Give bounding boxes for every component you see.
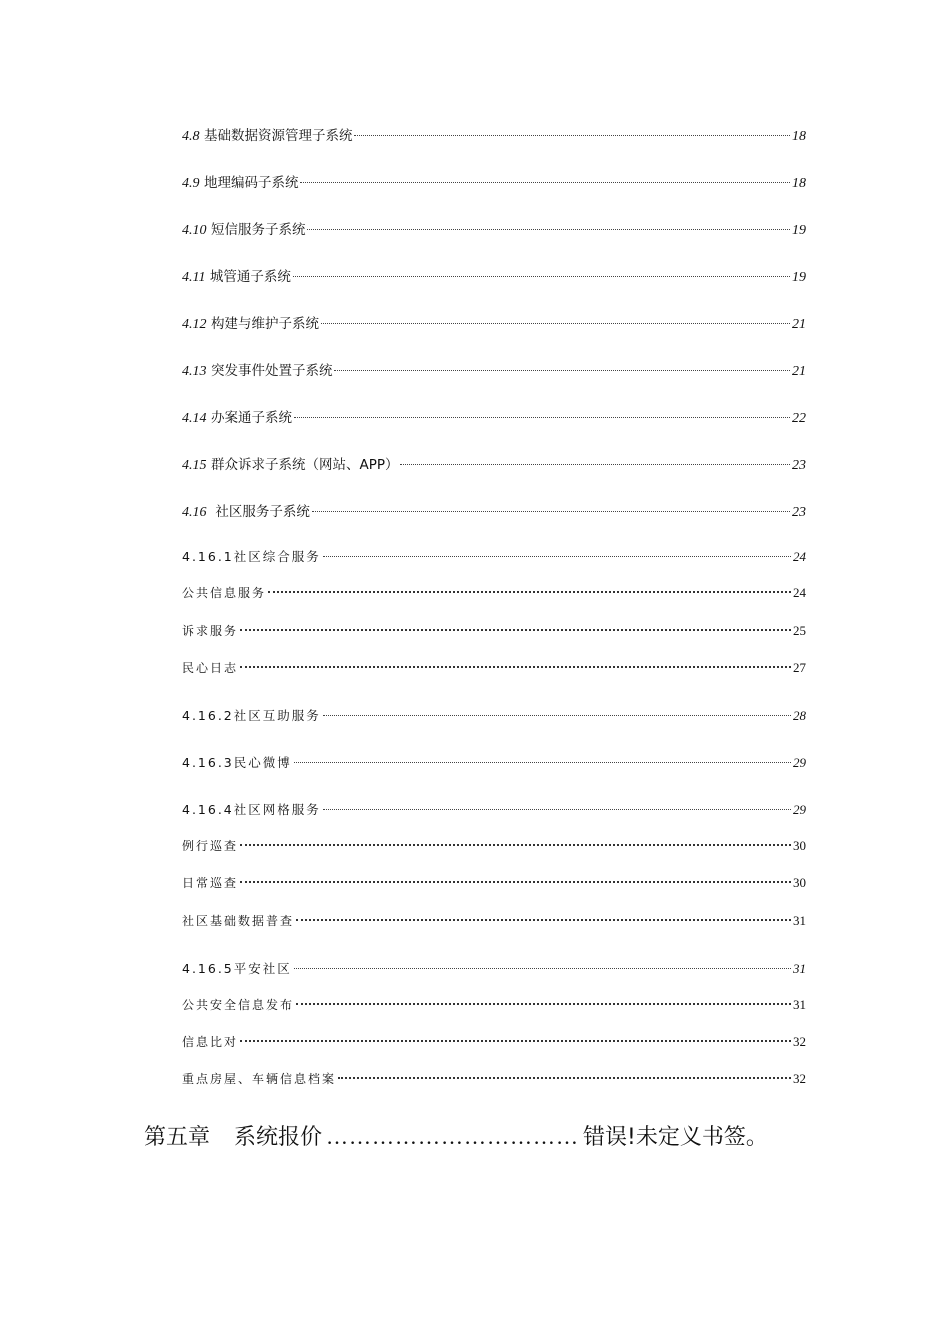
- leader-dots: [240, 844, 791, 846]
- section-title: 地理编码子系统: [203, 175, 299, 191]
- page-number: 22: [792, 411, 806, 426]
- toc-entry-item[interactable]: [182, 659, 806, 681]
- leader-dots: [312, 511, 790, 512]
- chapter-title: 系统报价: [234, 1125, 323, 1150]
- section-title: 办案通子系统: [210, 410, 292, 426]
- page-number: 18: [792, 129, 806, 144]
- leader-dots: [294, 417, 790, 418]
- leader-dots: [300, 182, 790, 183]
- item-title: 例行巡查: [182, 839, 239, 853]
- page-number: 29: [793, 802, 806, 817]
- item-title: 重点房屋、车辆信息档案: [182, 1072, 337, 1086]
- toc-entry-4-11[interactable]: [182, 265, 806, 287]
- toc-entry-4-14[interactable]: [182, 406, 806, 428]
- section-number: 4.8: [182, 129, 200, 144]
- toc-entry-4-12[interactable]: [182, 312, 806, 334]
- toc-entry-item[interactable]: [182, 912, 806, 934]
- leader-dots: [338, 1077, 791, 1079]
- item-title: 诉求服务: [182, 624, 239, 638]
- leader-dots: [240, 1040, 791, 1042]
- page-number: 31: [793, 913, 806, 928]
- page-number: 31: [793, 997, 806, 1012]
- item-title: 日常巡查: [182, 876, 239, 890]
- subsection-title: 4.16.3民心微博: [182, 755, 292, 770]
- leader-dots: [296, 919, 791, 921]
- section-number: 4.13: [182, 364, 207, 379]
- chapter-number: 第五章: [144, 1125, 211, 1150]
- leader-dots: [323, 809, 791, 810]
- toc-entry-item[interactable]: [182, 837, 806, 859]
- item-title: 信息比对: [182, 1035, 239, 1049]
- toc-entry-4-16-4[interactable]: [182, 800, 806, 822]
- toc-entry-item[interactable]: [182, 622, 806, 644]
- section-title: 社区服务子系统: [215, 504, 310, 520]
- page-number: 23: [792, 458, 806, 473]
- page-number: 21: [792, 317, 806, 332]
- section-number: 4.14: [182, 411, 207, 426]
- leader-dots: [240, 666, 791, 668]
- item-title: 社区基础数据普查: [182, 914, 295, 928]
- section-number: 4.15: [182, 458, 207, 473]
- page-number: 21: [792, 364, 806, 379]
- section-title: 构建与维护子系统: [210, 316, 319, 332]
- page-number: 25: [793, 623, 806, 638]
- leader-dots: [354, 135, 790, 136]
- item-title: 公共安全信息发布: [182, 998, 295, 1012]
- leader-dots: [296, 1003, 791, 1005]
- section-number: 4.11: [182, 270, 206, 285]
- page-number: 32: [793, 1034, 806, 1049]
- toc-entry-4-15[interactable]: [182, 453, 806, 475]
- section-title: 突发事件处置子系统: [210, 363, 333, 379]
- leader-dots: [268, 591, 791, 593]
- section-number: 4.10: [182, 223, 207, 238]
- section-title: 群众诉求子系统（网站、APP）: [210, 457, 399, 473]
- subsection-title: 4.16.5平安社区: [182, 961, 292, 976]
- page-number: 30: [793, 875, 806, 890]
- leader-dots: [240, 629, 791, 631]
- toc-entry-4-16-5[interactable]: [182, 959, 806, 981]
- page-number: 24: [793, 585, 806, 600]
- section-number: 4.16: [182, 505, 207, 520]
- toc-entry-4-16-3[interactable]: [182, 753, 806, 775]
- page-number: 27: [793, 660, 806, 675]
- toc-entry-4-16-1[interactable]: [182, 547, 806, 569]
- page-number: 19: [792, 223, 806, 238]
- section-number: 4.12: [182, 317, 207, 332]
- page-number: 24: [793, 549, 806, 564]
- leader-dots: [294, 762, 791, 763]
- toc-entry-item[interactable]: [182, 996, 806, 1018]
- toc-entry-4-16-2[interactable]: [182, 706, 806, 728]
- toc-entry-item[interactable]: [182, 1033, 806, 1055]
- bookmark-error-text: 错误!未定义书签。: [583, 1125, 768, 1150]
- subsection-title: 4.16.2社区互助服务: [182, 708, 321, 723]
- page-number: 19: [792, 270, 806, 285]
- leader-dots: [240, 881, 791, 883]
- item-title: 公共信息服务: [182, 586, 267, 600]
- subsection-title: 4.16.4社区网格服务: [182, 802, 321, 817]
- leader-dots: [323, 556, 791, 557]
- page-number: 31: [793, 961, 806, 976]
- page-number: 29: [793, 755, 806, 770]
- toc-entry-4-10[interactable]: [182, 218, 806, 240]
- toc-entry-item[interactable]: [182, 584, 806, 606]
- page-number: 23: [792, 505, 806, 520]
- toc-entry-4-8[interactable]: [182, 124, 806, 146]
- toc-entry-4-9[interactable]: [182, 171, 806, 193]
- section-title: 短信服务子系统: [210, 222, 306, 238]
- page-number: 30: [793, 838, 806, 853]
- toc-entry-item[interactable]: [182, 1070, 806, 1092]
- toc-entry-item[interactable]: [182, 874, 806, 896]
- item-title: 民心日志: [182, 661, 239, 675]
- leader-dots: ……………………………: [326, 1124, 580, 1149]
- leader-dots: [400, 464, 790, 465]
- subsection-title: 4.16.1社区综合服务: [182, 549, 321, 564]
- section-title: 城管通子系统: [209, 269, 291, 285]
- leader-dots: [334, 370, 790, 371]
- leader-dots: [321, 323, 790, 324]
- page-number: 28: [793, 708, 806, 723]
- toc-entry-chapter-5[interactable]: [144, 1120, 804, 1151]
- leader-dots: [323, 715, 791, 716]
- toc-entry-4-13[interactable]: [182, 359, 806, 381]
- section-title: 基础数据资源管理子系统: [203, 128, 353, 144]
- toc-entry-4-16[interactable]: [182, 500, 806, 522]
- leader-dots: [294, 968, 791, 969]
- page-number: 32: [793, 1071, 806, 1086]
- section-number: 4.9: [182, 176, 200, 191]
- leader-dots: [293, 276, 790, 277]
- leader-dots: [307, 229, 790, 230]
- page-number: 18: [792, 176, 806, 191]
